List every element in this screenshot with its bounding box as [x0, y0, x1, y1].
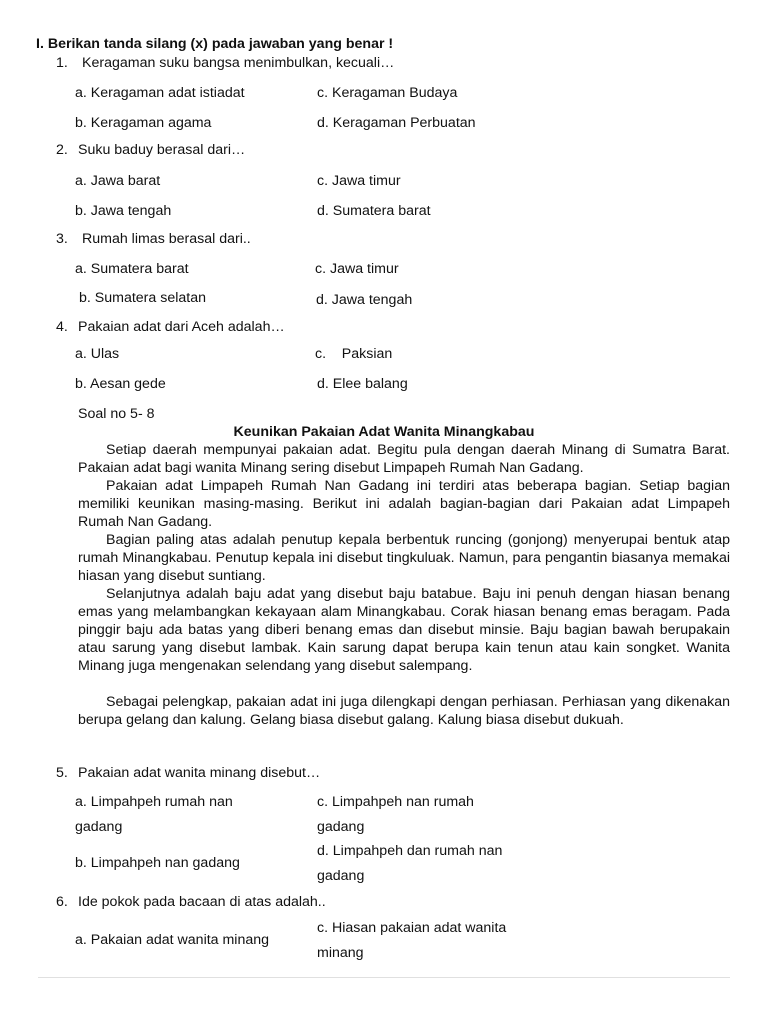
reading-title: Keunikan Pakaian Adat Wanita Minangkabau: [233, 424, 535, 440]
question-5-option-b[interactable]: b. Limpahpeh nan gadang: [75, 855, 240, 871]
reading-paragraph-1: Setiap daerah mempunyai pakaian adat. Begitu pula dengan daerah Minang di Sumatra Barat. Pakaian adat bagi wanita Minang sering disebut Limpapeh Rumah Nan Gadang.: [78, 442, 730, 476]
question-5-text: Pakaian adat wanita minang disebut…: [78, 765, 321, 781]
question-5-option-d[interactable]: d. Limpahpeh dan rumah nan: [317, 843, 503, 859]
question-1-option-a[interactable]: a. Keragaman adat istiadat: [75, 85, 245, 101]
page-divider: [38, 977, 730, 978]
question-4-option-d[interactable]: d. Elee balang: [317, 376, 408, 392]
reading-paragraph-4: Selanjutnya adalah baju adat yang disebut baju batabue. Baju ini penuh dengan hiasan benang emas yang melambangkan kekayaan alam Minangkabau. Corak hiasan benang emas beragam. Pada pinggir baju ada batas yang diberi benang emas dan disebut minsie. Baju bagian bawah berupakain atau sarung yang disebut lambak. Kain sarung dapat berupa kain tenun atau kain songket. Wanita Minang juga mengenakan selendang yang disebut salempang.: [78, 586, 730, 674]
question-2-option-c[interactable]: c. Jawa timur: [317, 173, 401, 189]
section-heading: I. Berikan tanda silang (x) pada jawaban yang benar !: [36, 36, 394, 52]
question-3-option-b[interactable]: b. Sumatera selatan: [79, 290, 206, 306]
question-3-option-c[interactable]: c. Jawa timur: [315, 261, 399, 277]
question-5-option-c[interactable]: c. Limpahpeh nan rumah: [317, 794, 474, 810]
question-3-text: Rumah limas berasal dari..: [82, 231, 251, 247]
question-2-number: 2.: [56, 142, 68, 158]
question-6-text: Ide pokok pada bacaan di atas adalah..: [78, 894, 326, 910]
question-5-option-a-cont: gadang: [75, 819, 123, 835]
question-1-option-d[interactable]: d. Keragaman Perbuatan: [317, 115, 476, 131]
question-4-option-c[interactable]: c. Paksian: [315, 346, 393, 362]
question-3-number: 3.: [56, 231, 68, 247]
reading-paragraph-2: Pakaian adat Limpapeh Rumah Nan Gadang ini terdiri atas beberapa bagian. Setiap bagian memiliki keunikan masing-masing. Berikut ini adalah bagian-bagian dari Pakaian adat Limpapeh Rumah Nan Gadang.: [78, 478, 730, 530]
question-6-number: 6.: [56, 894, 68, 910]
question-5-number: 5.: [56, 765, 68, 781]
question-4-option-b[interactable]: b. Aesan gede: [75, 376, 166, 392]
question-3-option-a[interactable]: a. Sumatera barat: [75, 261, 189, 277]
question-2-option-a[interactable]: a. Jawa barat: [75, 173, 161, 189]
section-label: Soal no 5- 8: [78, 406, 155, 422]
question-6-option-c-cont: minang: [317, 945, 364, 961]
question-4-option-a[interactable]: a. Ulas: [75, 346, 120, 362]
question-1-option-b[interactable]: b. Keragaman agama: [75, 115, 212, 131]
question-1-option-c[interactable]: c. Keragaman Budaya: [317, 85, 458, 101]
question-5-option-a[interactable]: a. Limpahpeh rumah nan: [75, 794, 233, 810]
question-4-number: 4.: [56, 319, 68, 335]
question-2-option-b[interactable]: b. Jawa tengah: [75, 203, 172, 219]
question-1-number: 1.: [56, 55, 68, 71]
reading-paragraph-5: Sebagai pelengkap, pakaian adat ini juga dilengkapi dengan perhiasan. Perhiasan yang dikenakan berupa gelang dan kalung. Gelang biasa disebut galang. Kalung biasa disebut dukuah.: [78, 694, 730, 728]
question-4-text: Pakaian adat dari Aceh adalah…: [78, 319, 285, 335]
question-2-text: Suku baduy berasal dari…: [78, 142, 246, 158]
question-5-option-d-cont: gadang: [317, 868, 365, 884]
reading-paragraph-3: Bagian paling atas adalah penutup kepala berbentuk runcing (gonjong) menyerupai bentuk atap rumah Minangkabau. Penutup kepala ini disebut tingkuluak. Namun, para pengantin biasanya memakai hiasan yang disebut suntiang.: [78, 532, 730, 584]
question-6-option-c[interactable]: c. Hiasan pakaian adat wanita: [317, 920, 507, 936]
question-6-option-a[interactable]: a. Pakaian adat wanita minang: [75, 932, 270, 948]
question-2-option-d[interactable]: d. Sumatera barat: [317, 203, 431, 219]
question-3-option-d[interactable]: d. Jawa tengah: [316, 292, 413, 308]
question-1-text: Keragaman suku bangsa menimbulkan, kecuali…: [82, 55, 395, 71]
question-5-option-c-cont: gadang: [317, 819, 365, 835]
